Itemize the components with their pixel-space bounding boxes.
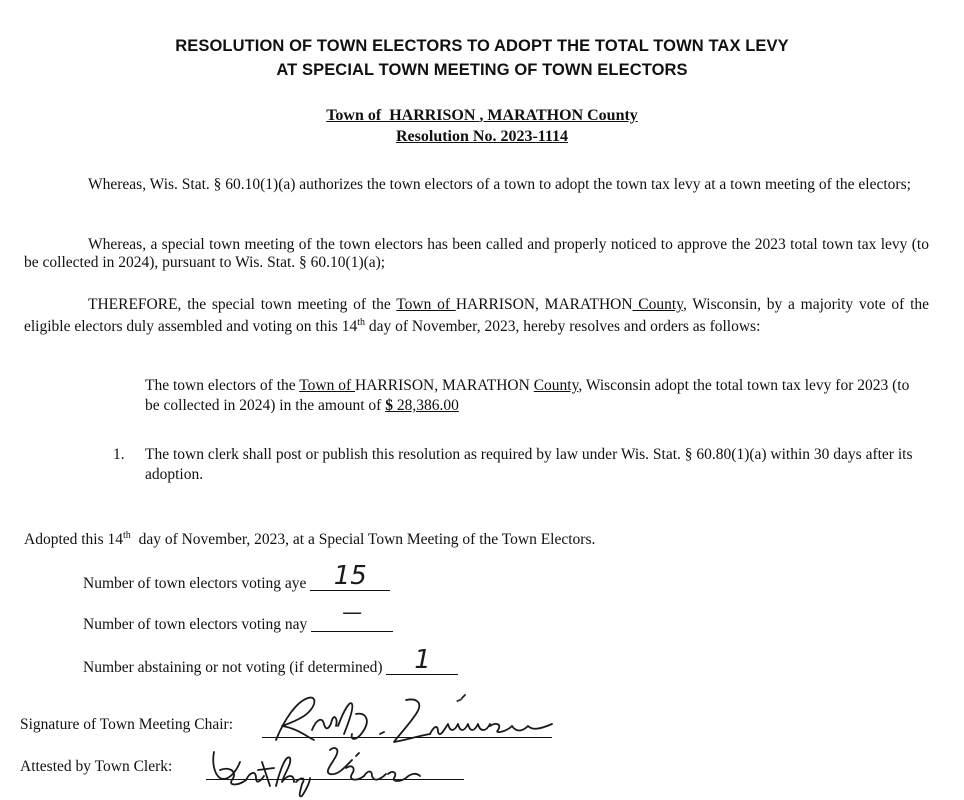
therefore-town-of: Town of xyxy=(396,296,456,313)
whereas-paragraph-1 xyxy=(24,176,929,194)
adoption-text-b: day of November, 2023, at a Special Town Meeting of the Town Electors. xyxy=(130,531,596,549)
levy-town: HARRISON, MARATHON xyxy=(355,377,530,394)
therefore-county: County xyxy=(632,296,683,313)
therefore-paragraph xyxy=(24,296,929,336)
town-heading xyxy=(0,107,964,125)
vote-aye-row xyxy=(83,561,390,593)
item-1-text: The town clerk shall post or publish this resolution as required by law under Wis. Stat. § 60.80(1)(a) within 30 days after its adoption. xyxy=(145,446,913,483)
clerk-signature xyxy=(206,742,456,800)
levy-text-b: , Wisconsin adopt the total town tax levy for 2023 (to be collected in 2024) in the amount of xyxy=(145,377,910,414)
vote-abstain-value: 1 xyxy=(414,645,431,675)
chair-signature-label: Signature of Town Meeting Chair: xyxy=(20,716,234,733)
clerk-signature-label: Attested by Town Clerk: xyxy=(20,758,173,775)
levy-town-of: Town of xyxy=(299,377,355,394)
whereas-paragraph-2 xyxy=(24,236,929,272)
vote-nay-value: — xyxy=(342,600,363,624)
vote-aye-field[interactable] xyxy=(310,561,390,591)
levy-amount: 28,386.00 xyxy=(392,397,459,414)
therefore-town: HARRISON, MARATHON xyxy=(455,296,633,313)
adoption-statement xyxy=(24,530,595,549)
vote-aye-label: Number of town electors voting aye xyxy=(83,575,307,592)
town-name: HARRISON xyxy=(389,107,476,124)
levy-paragraph xyxy=(145,376,925,416)
vote-aye-value: 15 xyxy=(333,561,367,591)
therefore-superscript: th xyxy=(357,317,365,328)
item-1 xyxy=(113,445,928,485)
vote-nay-label: Number of town electors voting nay xyxy=(83,616,308,633)
resolution-number: Resolution No. 2023-1114 xyxy=(395,128,568,145)
title-line-2: AT SPECIAL TOWN MEETING OF TOWN ELECTORS xyxy=(276,61,688,79)
therefore-text-b: , Wisconsin, by a majority vote of the eligible electors duly assembled and voting on this 14 xyxy=(24,296,930,336)
adoption-superscript: th xyxy=(123,530,131,541)
vote-abstain-row xyxy=(83,645,458,677)
county-name: , MARATHON County xyxy=(479,107,638,124)
levy-county: County xyxy=(533,377,579,394)
title-line-1: RESOLUTION OF TOWN ELECTORS TO ADOPT THE TOTAL TOWN TAX LEVY xyxy=(175,37,789,55)
vote-nay-field[interactable] xyxy=(311,600,393,632)
whereas-2-text: Whereas, a special town meeting of the town electors has been called and properly noticed to approve the 2023 total town tax levy (to be collected in 2024), pursuant to Wis. Stat. § 60.10(1)(a); xyxy=(24,236,929,271)
therefore-text-a: THEREFORE, the special town meeting of the xyxy=(88,296,391,313)
vote-abstain-label: Number abstaining or not voting (if determined) xyxy=(83,659,383,676)
town-label: Town of xyxy=(326,107,382,124)
adoption-text-a: Adopted this 14 xyxy=(24,531,124,549)
vote-abstain-field[interactable] xyxy=(386,645,458,675)
amount-symbol: $ xyxy=(385,397,393,414)
item-1-number: 1. xyxy=(113,446,125,463)
therefore-text-c: day of November, 2023, hereby resolves and orders as follows: xyxy=(364,318,761,336)
chair-signature xyxy=(266,690,566,750)
vote-nay-row xyxy=(83,600,393,634)
whereas-1-text: Whereas, Wis. Stat. § 60.10(1)(a) authorizes the town electors of a town to adopt the town tax levy at a town meeting of the electors; xyxy=(88,176,911,193)
levy-text-a: The town electors of the xyxy=(145,377,296,394)
